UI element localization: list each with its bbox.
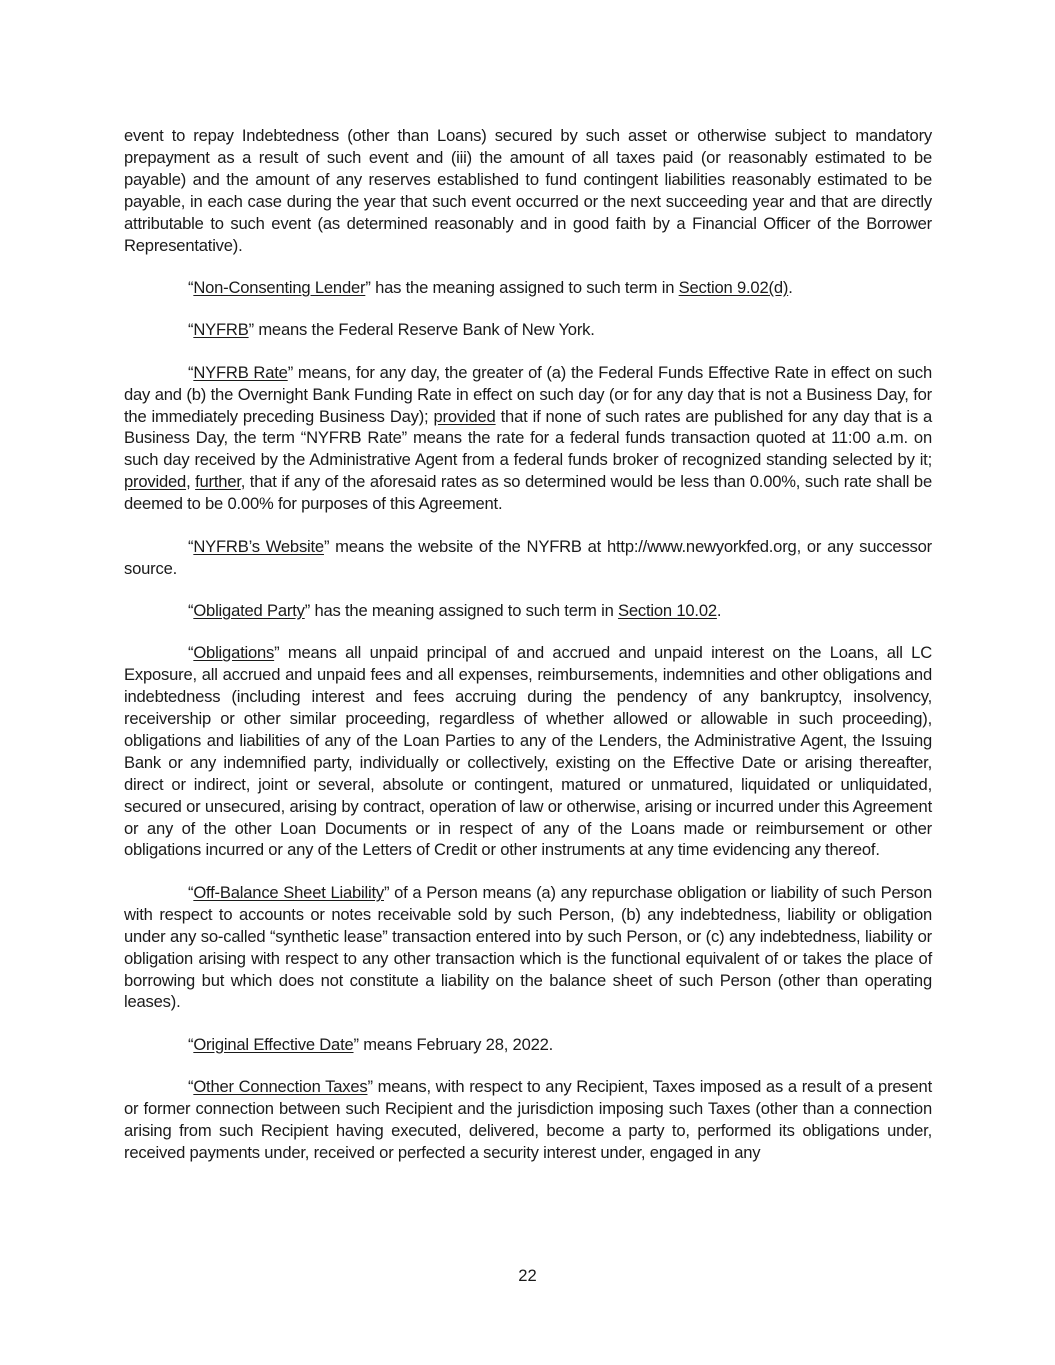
defined-term-reference: provided	[124, 472, 187, 492]
definition-nyfrb-website	[124, 536, 932, 580]
page-number: 22	[518, 1266, 537, 1285]
definition-obligated-party	[124, 600, 932, 622]
paragraph-text: ” means February 28, 2022.	[353, 1034, 554, 1054]
paragraph-text: ” has the meaning assigned to such term in	[365, 277, 679, 297]
paragraph-text: “	[188, 536, 194, 556]
defined-term-reference: Obligations	[193, 643, 275, 663]
paragraph-text: ” means all unpaid principal of and accrued and unpaid interest on the Loans, all LC Exposure, all accrued and unpaid fees and all expenses, reimbursements, indemnities and other obligations and indebtedness (including interest and fees accruing during the pendency of any bankruptcy, insolvency, receivership or other similar proceeding, regardless of whether allowed or allowable in such proceeding), obligations and liabilities of any of the Loan Parties to any of the Lenders, the Administrative Agent, the Issuing Bank or any indemnified party, individually or collectively, existing on the Effective Date or arising thereafter, direct or indirect, joint or several, absolute or contingent, matured or unmatured, liquidated or unliquidated, secured or unsecured, arising by contract, operation of law or otherwise, arising or incurred under this Agreement or any of the other Loan Documents or in respect of any of the Loans made or reimbursement or other obligations incurred or any of the Letters of Credit or other instruments at any time evidencing any thereof.	[124, 643, 932, 860]
defined-term-reference: Original Effective Date	[193, 1034, 354, 1054]
paragraph-text: “	[188, 320, 194, 340]
paragraph-text: “	[188, 362, 194, 382]
defined-term-reference: Off-Balance Sheet Liability	[193, 882, 384, 902]
defined-term-reference: Non-Consenting Lender	[193, 277, 366, 297]
paragraph-text: “	[188, 600, 194, 620]
defined-term-reference: Obligated Party	[193, 600, 305, 620]
paragraph-text: ” has the meaning assigned to such term in	[304, 600, 619, 620]
paragraph-text: “	[188, 882, 194, 902]
paragraph-text: .	[788, 277, 793, 297]
defined-term-reference: Section 10.02	[618, 600, 717, 620]
paragraph-text: , that if any of the aforesaid rates as so determined would be less than 0.00%, such rate shall be deemed to be 0.00% for purposes of this Agreement.	[124, 472, 932, 514]
document-body	[124, 125, 932, 1184]
defined-term-reference: NYFRB	[193, 320, 249, 340]
paragraph-text: ” means the Federal Reserve Bank of New York.	[248, 320, 595, 340]
definition-off-balance-sheet-liability	[124, 882, 932, 1013]
definition-other-connection-taxes	[124, 1076, 932, 1164]
defined-term-reference: provided	[433, 406, 496, 426]
defined-term-reference: Section 9.02(d)	[678, 277, 789, 297]
defined-term-reference: further	[195, 472, 241, 492]
paragraph-text: ” means the website of the NYFRB at http://www.newyorkfed.org, or any successor source.	[124, 536, 932, 578]
definition-nyfrb	[124, 319, 932, 341]
definition-non-consenting-lender	[124, 277, 932, 299]
definition-original-effective-date	[124, 1034, 932, 1056]
paragraph-text: ” means, for any day, the greater of (a) the Federal Funds Effective Rate in effect on such day and (b) the Overnight Bank Funding Rate in effect on such day (or for any day that is not a Business Day, for the immediately preceding Business Day);	[124, 362, 932, 426]
paragraph-text: ” of a Person means (a) any repurchase obligation or liability of such Person with respect to accounts or notes receivable sold by such Person, (b) any indebtedness, liability or obligation under any so-called “synthetic lease” transaction entered into by such Person, or (c) any indebtedness, liability or obligation arising with respect to any other transaction which is the functional equivalent of or takes the place of borrowing but which does not constitute a liability on the balance sheet of such Person (other than operating leases).	[124, 882, 932, 1012]
definition-nyfrb-rate	[124, 362, 932, 515]
paragraph-text: ,	[186, 472, 196, 492]
paragraph-net-proceeds-continuation	[124, 125, 932, 256]
defined-term-reference: NYFRB’s Website	[193, 536, 324, 556]
defined-term-reference: NYFRB Rate	[193, 362, 288, 382]
paragraph-text: .	[716, 600, 722, 620]
paragraph-text: that if none of such rates are published for any day that is a Business Day, the term “NYFRB Rate” means the rate for a federal funds transaction quoted at 11:00 a.m. on such day received by the Administrative Agent from a federal funds broker of recognized standing selected by it;	[124, 406, 932, 470]
definition-obligations	[124, 642, 932, 861]
paragraph-text: ” means, with respect to any Recipient, Taxes imposed as a result of a present or former connection between such Recipient and the jurisdiction imposing such Taxes (other than a connection arising from such Recipient having executed, delivered, become a party to, performed its obligations under, received payments under, received or perfected a security interest under, engaged in any	[124, 1077, 932, 1162]
paragraph-text: “	[188, 643, 194, 663]
paragraph-text: “	[188, 277, 194, 297]
paragraph-text: “	[188, 1077, 194, 1097]
paragraph-text: event to repay Indebtedness (other than Loans) secured by such asset or otherwise subject to mandatory prepayment as a result of such event and (iii) the amount of all taxes paid (or reasonably estimated to be payable) and the amount of any reserves established to fund contingent liabilities reasonably estimated to be payable, in each case during the year that such event occurred or the next succeeding year and that are directly attributable to such event (as determined reasonably and in good faith by a Financial Officer of the Borrower Representative).	[124, 126, 932, 255]
paragraph-text: “	[188, 1034, 194, 1054]
defined-term-reference: Other Connection Taxes	[193, 1077, 368, 1097]
